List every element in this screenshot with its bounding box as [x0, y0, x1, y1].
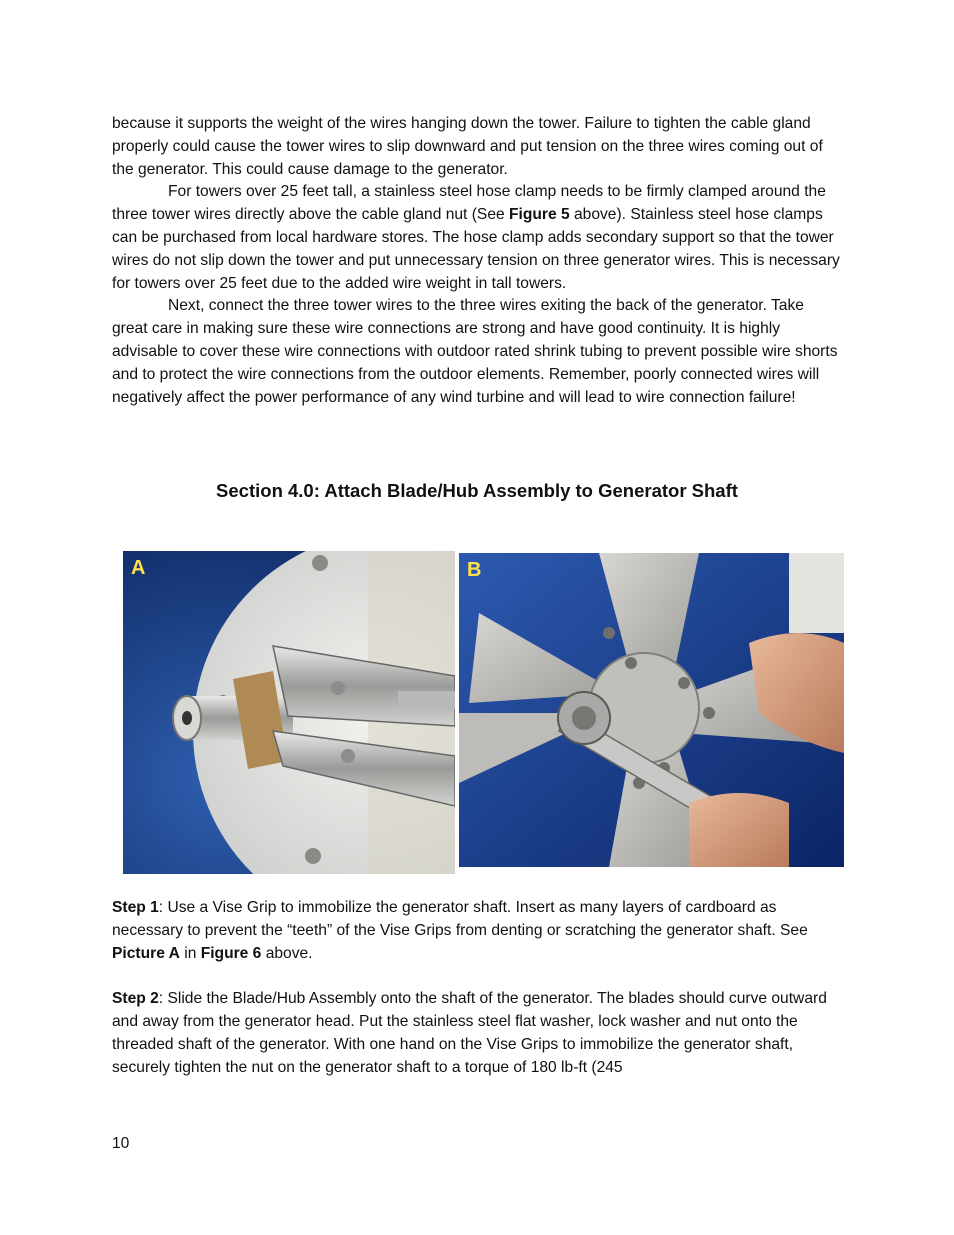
step-2-text: : Slide the Blade/Hub Assembly onto the shaft of the generator. The blades should curve outward and away from the generator head. Put the stainless steel flat washer, lock washer and nut onto the threaded shaft of the generator. With one hand on the Vise Grips to immobilize the generator shaft, securely tighten the nut on the generator shaft to a torque of 180 lb-ft (245	[112, 990, 827, 1076]
step-1-text-2: in	[179, 944, 201, 962]
step-1-paragraph	[112, 897, 842, 965]
step-1-label: Step 1	[112, 899, 159, 916]
step-1-text-3: above.	[261, 944, 313, 962]
section-heading: Section 4.0: Attach Blade/Hub Assembly to Generator Shaft	[216, 480, 738, 501]
picture-a-reference: Picture A	[112, 944, 180, 962]
hose-clamp-text-1: For towers over 25 feet tall, a stainless steel hose clamp needs to be firmly clamped around the three tower wires directly above the cable gland nut (See	[112, 183, 826, 224]
photo-b-illustration	[459, 553, 844, 867]
figure-6-reference: Figure 6	[200, 944, 262, 962]
photo-b-label: B	[467, 559, 482, 581]
body-text-top	[112, 113, 842, 409]
photo-a-label: A	[131, 557, 146, 579]
step-1-text-1: : Use a Vise Grip to immobilize the generator shaft. Insert as many layers of cardboard as necessary to prevent the “teeth” of the Vise Grips from denting or scratching the generator shaft. See	[112, 899, 808, 939]
connect-wires-paragraph: Next, connect the three tower wires to the three wires exiting the back of the generator. Take great care in making sure these wire connections are strong and have good continuity. It is highly advisable to cover these wire connections with outdoor rated shrink tubing to prevent possible wire shorts and to protect the wire connections from the outdoor elements. Remember, poorly connected wires will negatively affect the power performance of any wind turbine and will lead to wire connection failure!	[112, 297, 838, 406]
body-text-steps	[112, 897, 842, 1079]
photo-a-illustration	[123, 551, 455, 874]
hose-clamp-paragraph	[112, 181, 842, 295]
page-number: 10	[112, 1135, 130, 1152]
photo-a	[123, 551, 455, 874]
continued-paragraph: because it supports the weight of the wires hanging down the tower. Failure to tighten the cable gland properly could cause the tower wires to slip downward and put tension on the three wires coming out of the generator. This could cause damage to the generator.	[112, 115, 823, 178]
step-2-label: Step 2	[112, 990, 159, 1008]
hose-clamp-text-2: above). Stainless steel hose clamps can be purchased from local hardware stores. The hose clamp adds secondary support so that the tower wires do not slip down the tower and put unnecessary tension on three generator wires. This is necessary for towers over 25 feet due to the added wire weight in tall towers.	[112, 206, 840, 292]
figure-5-reference: Figure 5	[509, 206, 570, 224]
step-2-paragraph	[112, 988, 842, 1079]
photo-b	[459, 553, 844, 867]
